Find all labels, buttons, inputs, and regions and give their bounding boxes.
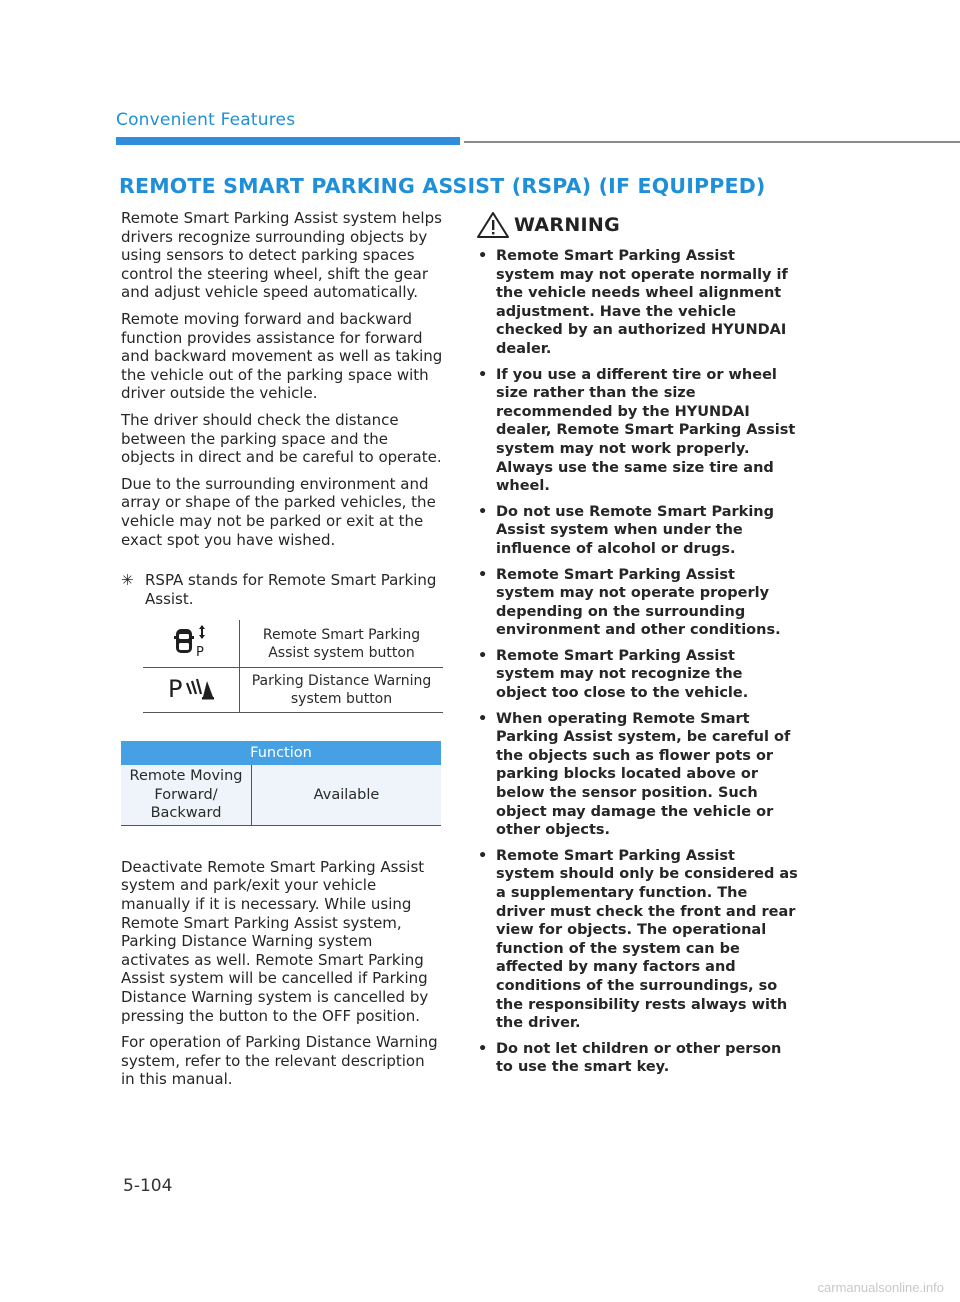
intro-paragraph: Remote moving forward and backward function provides assistance for forward and backward movement as well as taking the vehicle out of the parking space with driver outside the vehicle. <box>121 309 443 403</box>
warning-item: • Do not let children or other person to use the smart key. <box>476 1040 798 1077</box>
warning-box <box>476 211 798 1084</box>
function-status-cell: Available <box>252 765 442 825</box>
table-row <box>143 620 443 668</box>
svg-text:P: P <box>168 674 183 703</box>
body-paragraph: Deactivate Remote Smart Parking Assist system and park/exit your vehicle manually if it is necessary. While using Remote Smart Parking Assist system, Parking Distance Warning system activates as well. Remote Smart Parking Assist system will be cancelled if Parking Distance Warning system is cancelled by pressing the button to the OFF position. <box>121 857 429 1025</box>
page-number: 5-104 <box>123 1176 173 1196</box>
table-header-row <box>121 741 441 765</box>
warning-item: • Remote Smart Parking Assist system may not operate normally if the vehicle needs wheel alignment adjustment. Have the vehicle checked by an authorized HYUNDAI dealer. <box>476 247 798 359</box>
note-symbol: ✳ <box>121 571 134 590</box>
header-rule <box>464 141 960 143</box>
table-row <box>143 668 443 713</box>
intro-paragraph: Due to the surrounding environment and array or shape of the parked vehicles, the vehicle may not be parked or exit at the exact spot you have wished. <box>121 474 436 549</box>
warning-item: • Remote Smart Parking Assist system should only be considered as a supplementary function. The driver must check the front and rear view for objects. The operational function of the system can be affected by many factors and conditions of the surroundings, so the responsibility rests always with the driver. <box>476 847 798 1033</box>
body-paragraph: For operation of Parking Distance Warning system, refer to the relevant description in this manual. <box>121 1033 438 1089</box>
warning-item: • Do not use Remote Smart Parking Assist system when under the influence of alcohol or drugs. <box>476 503 798 559</box>
rspa-button-icon <box>143 620 240 668</box>
note <box>121 571 443 608</box>
left-column <box>121 209 443 1097</box>
warning-item: • When operating Remote Smart Parking Assist system, be careful of the objects such as flower pots or parking blocks located above or below the sensor position. Such object may damage the vehicle or other objects. <box>476 710 798 840</box>
function-feature-cell: Remote Moving Forward/ Backward <box>121 765 252 825</box>
button-table <box>143 620 443 713</box>
intro-paragraph: Remote Smart Parking Assist system helps drivers recognize surrounding objects by using sensors to detect parking spaces control the steering wheel, shift the gear and adjust vehicle speed automatically. <box>121 209 442 302</box>
warning-list <box>476 247 798 1077</box>
rspa-button-label: Remote Smart Parking Assist system button <box>240 620 444 668</box>
warning-item: • If you use a different tire or wheel size rather than the size recommended by the HYUNDAI dealer, Remote Smart Parking Assist system may not work properly. Always use the same size tire and wheel. <box>476 366 798 496</box>
function-table <box>121 741 441 826</box>
svg-text:P: P <box>196 645 204 659</box>
function-table-header: Function <box>121 741 441 765</box>
note-text: RSPA stands for Remote Smart Parking Assist. <box>145 571 437 608</box>
intro-paragraph: The driver should check the distance between the parking space and the objects in direct and be careful to operate. <box>121 410 442 467</box>
after-table-text <box>121 858 443 1089</box>
header-accent-bar <box>116 137 460 145</box>
section-title: REMOTE SMART PARKING ASSIST (RSPA) (IF EQUIPPED) <box>119 174 766 198</box>
warning-heading <box>476 211 798 239</box>
watermark: carmanualsonline.info <box>817 1280 944 1295</box>
warning-item: • Remote Smart Parking Assist system may not recognize the object too close to the vehicle. <box>476 647 798 703</box>
pdw-button-icon <box>143 668 240 713</box>
table-row <box>121 765 441 825</box>
pdw-button-label: Parking Distance Warning system button <box>240 668 444 713</box>
warning-item: • Remote Smart Parking Assist system may not operate properly depending on the surrounding environment and other conditions. <box>476 566 798 640</box>
warning-triangle-icon <box>476 211 510 239</box>
warning-label: WARNING <box>514 214 621 236</box>
header-section-title: Convenient Features <box>116 110 296 130</box>
